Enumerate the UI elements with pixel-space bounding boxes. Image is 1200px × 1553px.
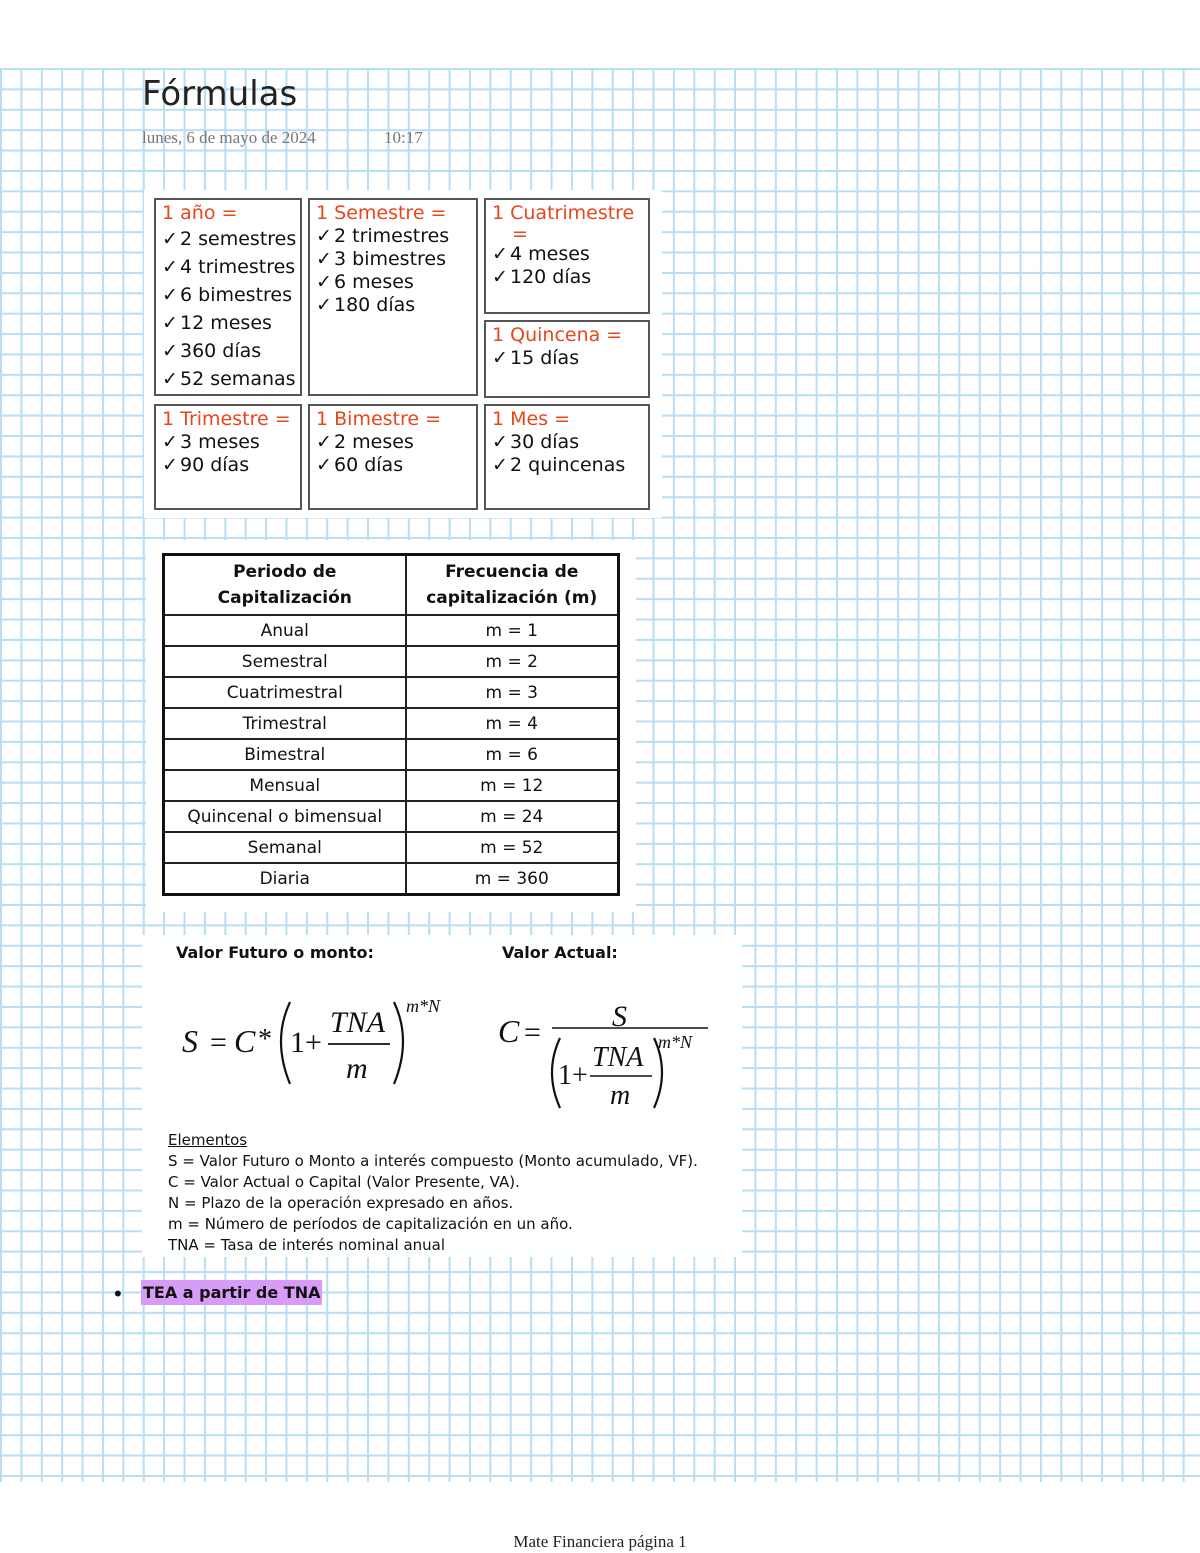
card-head: 1 Bimestre = [316, 408, 442, 430]
vf-label: Valor Futuro o monto: [176, 943, 374, 962]
frecuencia-cell: m = 3 [406, 677, 619, 708]
card-quincena [484, 320, 650, 398]
check-icon: ✓ [162, 312, 178, 334]
card-bimestre [308, 404, 478, 510]
card-item [162, 431, 294, 454]
element-line: TNA = Tasa de interés nominal anual [168, 1236, 446, 1254]
frecuencia-cell: m = 6 [406, 739, 619, 770]
periodo-cell: Anual [164, 615, 406, 646]
card-item [316, 454, 470, 477]
frecuencia-cell: m = 2 [406, 646, 619, 677]
table-row [164, 770, 619, 801]
check-icon: ✓ [316, 431, 332, 453]
card-item-text: 2 meses [334, 431, 414, 453]
table-row [164, 646, 619, 677]
periodo-cell: Semestral [164, 646, 406, 677]
check-icon: ✓ [162, 454, 178, 476]
vf-one-plus: 1+ [290, 1026, 322, 1059]
card-cuatrimestre [484, 198, 650, 314]
card-anio [154, 198, 302, 396]
page-title: Fórmulas [142, 74, 298, 114]
vf-formula [176, 990, 466, 1090]
check-icon: ✓ [492, 266, 508, 288]
card-item-text: 12 meses [180, 312, 272, 334]
frecuencia-cell: m = 24 [406, 801, 619, 832]
card-item [316, 225, 470, 248]
va-lhs: C [498, 1013, 520, 1049]
card-item [162, 337, 294, 365]
vf-den: m [346, 1052, 368, 1085]
va-one-plus: 1+ [558, 1060, 588, 1091]
vf-num: TNA [330, 1006, 386, 1039]
frecuencia-cell: m = 360 [406, 863, 619, 895]
check-icon: ✓ [162, 340, 178, 362]
check-icon: ✓ [316, 248, 332, 270]
check-icon: ✓ [492, 454, 508, 476]
check-icon: ✓ [316, 271, 332, 293]
card-semestre [308, 198, 478, 396]
element-line: C = Valor Actual o Capital (Valor Presente, VA). [168, 1173, 520, 1191]
card-item [492, 243, 642, 266]
card-trimestre [154, 404, 302, 510]
table-row [164, 708, 619, 739]
va-exp: m*N [658, 1032, 693, 1052]
card-item [162, 253, 294, 281]
table-row [164, 677, 619, 708]
card-head: 1 Quincena = [492, 324, 623, 346]
card-item-text: 52 semanas [180, 368, 296, 390]
frecuencia-cell: m = 4 [406, 708, 619, 739]
card-item [492, 347, 642, 370]
card-item [316, 431, 470, 454]
check-icon: ✓ [316, 225, 332, 247]
card-item [492, 431, 642, 454]
card-mes [484, 404, 650, 510]
va-inner-den: m [610, 1080, 631, 1111]
card-item-text: 90 días [180, 454, 250, 476]
card-item [162, 281, 294, 309]
vf-lhs: S [182, 1023, 198, 1059]
card-head: 1 Cuatrimestre [492, 202, 635, 224]
card-head-equals: = [512, 223, 528, 245]
card-item [492, 266, 642, 289]
page-time: 10:17 [384, 128, 423, 147]
vf-exp: m*N [406, 996, 441, 1016]
periodo-cell: Diaria [164, 863, 406, 895]
check-icon: ✓ [492, 243, 508, 265]
check-icon: ✓ [492, 431, 508, 453]
element-line: S = Valor Futuro o Monto a interés compuesto (Monto acumulado, VF). [168, 1152, 698, 1170]
element-line: m = Número de períodos de capitalización en un año. [168, 1215, 573, 1233]
card-item-text: 60 días [334, 454, 404, 476]
vf-eq: = [210, 1026, 227, 1059]
highlighted-bullet-text[interactable]: TEA a partir de TNA [141, 1280, 322, 1305]
table-row [164, 801, 619, 832]
card-item [162, 454, 294, 477]
card-item-text: 30 días [510, 431, 580, 453]
card-item-text: 3 bimestres [334, 248, 446, 270]
card-item-text: 6 bimestres [180, 284, 292, 306]
card-item-text: 4 meses [510, 243, 590, 265]
frequency-table [162, 553, 620, 896]
col-frecuencia-header: Frecuencia de capitalización (m) [406, 555, 619, 616]
bullet-dot: • [114, 1281, 122, 1306]
check-icon: ✓ [162, 368, 178, 390]
elements-legend [168, 1130, 698, 1256]
card-item-text: 6 meses [334, 271, 414, 293]
vf-open-paren [281, 1002, 290, 1084]
card-item-text: 3 meses [180, 431, 260, 453]
periodo-cell: Bimestral [164, 739, 406, 770]
va-inner-num: TNA [592, 1042, 644, 1073]
card-head: 1 año = [162, 202, 238, 224]
periodo-cell: Mensual [164, 770, 406, 801]
card-item [316, 271, 470, 294]
periodo-cell: Quincenal o bimensual [164, 801, 406, 832]
page-footer: Mate Financiera página 1 [513, 1532, 687, 1551]
vf-close-paren [394, 1002, 403, 1084]
page-datetime [142, 128, 423, 148]
card-item [492, 454, 642, 477]
periodo-cell: Cuatrimestral [164, 677, 406, 708]
card-item-text: 2 semestres [180, 228, 297, 250]
check-icon: ✓ [162, 256, 178, 278]
card-head: 1 Semestre = [316, 202, 447, 224]
check-icon: ✓ [162, 431, 178, 453]
element-line: N = Plazo de la operación expresado en años. [168, 1194, 514, 1212]
vf-c: C [234, 1023, 256, 1059]
va-eq: = [524, 1016, 541, 1049]
check-icon: ✓ [316, 294, 332, 316]
frecuencia-cell: m = 1 [406, 615, 619, 646]
card-item-text: 2 trimestres [334, 225, 450, 247]
card-item [162, 225, 297, 253]
check-icon: ✓ [162, 284, 178, 306]
va-label: Valor Actual: [502, 943, 618, 962]
frecuencia-cell: m = 52 [406, 832, 619, 863]
frecuencia-cell: m = 12 [406, 770, 619, 801]
card-item-text: 4 trimestres [180, 256, 296, 278]
table-row [164, 615, 619, 646]
periodo-cell: Trimestral [164, 708, 406, 739]
check-icon: ✓ [492, 347, 508, 369]
va-num: S [612, 1000, 627, 1033]
card-item [316, 248, 470, 271]
card-head: 1 Trimestre = [162, 408, 291, 430]
table-row [164, 739, 619, 770]
check-icon: ✓ [316, 454, 332, 476]
elements-heading: Elementos [168, 1131, 248, 1149]
table-row [164, 832, 619, 863]
vf-star: * [258, 1024, 272, 1055]
card-item-text: 15 días [510, 347, 580, 369]
card-item-text: 120 días [510, 266, 592, 288]
check-icon: ✓ [162, 228, 178, 250]
card-item-text: 180 días [334, 294, 416, 316]
page-date: lunes, 6 de mayo de 2024 [142, 128, 316, 147]
table-row [164, 863, 619, 895]
col-periodo-header: Periodo de Capitalización [164, 555, 406, 616]
card-item-text: 2 quincenas [510, 454, 626, 476]
va-formula [494, 996, 724, 1116]
card-item [162, 309, 294, 337]
card-head: 1 Mes = [492, 408, 571, 430]
card-item-text: 360 días [180, 340, 262, 362]
card-item [162, 365, 294, 393]
periodo-cell: Semanal [164, 832, 406, 863]
card-item [316, 294, 470, 317]
